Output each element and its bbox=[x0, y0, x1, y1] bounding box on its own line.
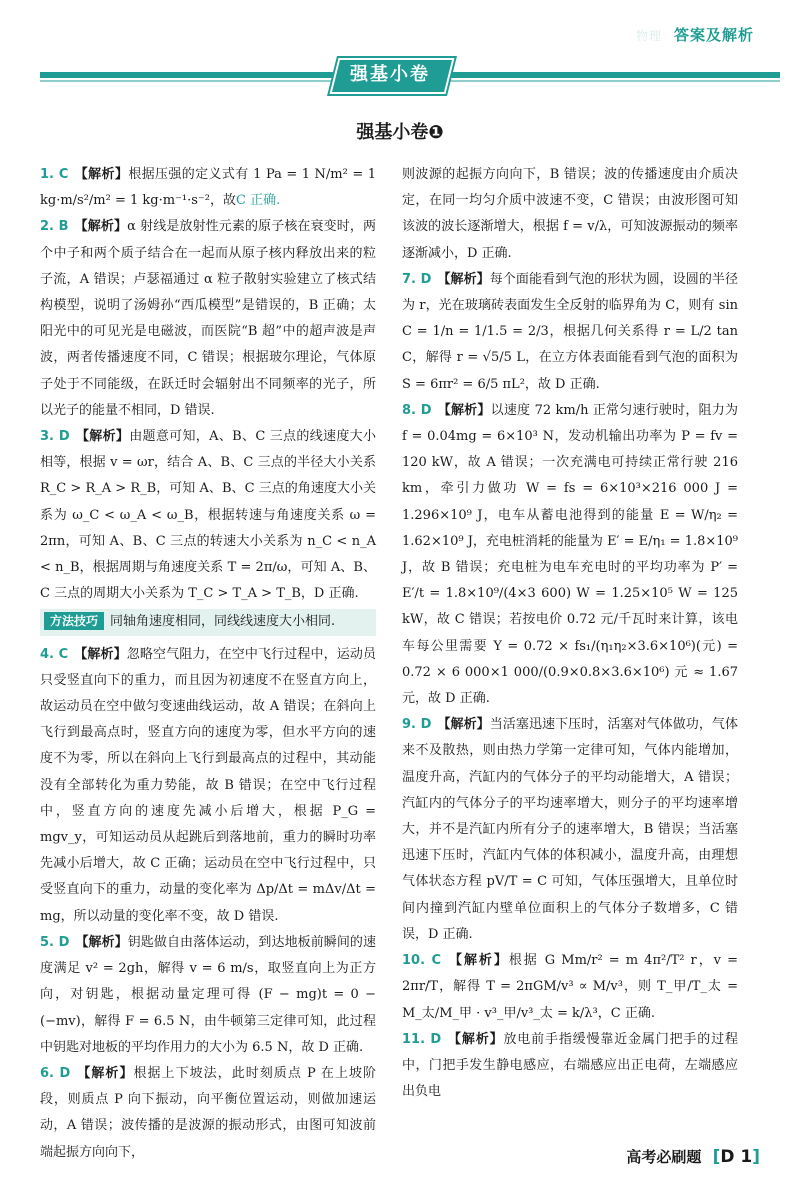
analysis-tag: 【解析】 bbox=[74, 646, 127, 662]
analysis-tag: 【解析】 bbox=[76, 1065, 134, 1081]
analysis-tag: 【解析】 bbox=[437, 402, 491, 418]
doc-title: 强基小卷❶ bbox=[356, 122, 444, 143]
analysis-tag: 【解析】 bbox=[437, 717, 490, 733]
answer-text: 以速度 72 km/h 正常匀速行驶时，阻力为 f = 0.04mg = 6×10³ N，发动机输出功率为 P = fv = 120 kW，故 A 错误；一次充满电可持续正常行驶 216 km，牵引力做功 W = fs = 6×10³×216 000 J = 1.296×10⁹ J，电车从蓄电池得到的能量 E = W/η₂ = 1.62×10⁹ J，充电桩消耗的能量为 E′ = E/η₁ = 1.8×10⁹ J，故 B 错误；充电桩为电车充电时的平均功率为 P′ = E′/t = 1.8×10⁹/(4×3 600) W = 1.25×10⁵ W = 125 kW，故 C 错误；若按电价 0.72 元/千瓦时来计算，该电车每公里需要 Y = 0.72 × fs₁/(η₁η₂×3.6×10⁶)(元) = 0.72 × 6 000×1 000/(0.9×0.8×3.6×10⁶) 元 ≈ 1.67 元，故 D 正确. bbox=[402, 402, 739, 707]
answer-number: 7. D bbox=[402, 271, 432, 287]
answer-text: 忽略空气阻力，在空中飞行过程中，运动员只受竖直向下的重力，而且因为初速度不在竖直方向上，故运动员在空中做匀变速曲线运动，故 A 错误；在斜向上飞行到最高点时，竖直方向的速度为零，但水平方向的速度不为零，所以在斜向上飞行到最高点的过程中，其动能没有全部转化为重力势能，故 B 错误；在空中飞行过程中，竖直方向的速度先减小后增大，根据 P_G = mgv_y，可知运动员从起跳后到落地前，重力的瞬时功率先减小后增大，故 C 正确；运动员在空中飞行过程中，只受竖直向下的重力，动量的变化率为 Δp/Δt = mΔv/Δt = mg，所以动量的变化率不变，故 D 错误. bbox=[40, 646, 376, 924]
answer-text: 钥匙做自由落体运动，到达地板前瞬间的速度满足 v² = 2gh，解得 v = 6 m/s，取竖直向上为正方向，对钥匙，根据动量定理可得 (F − mg)t = 0 − (−mv)，解得 F = 6.5 N，由牛顿第三定律可知，此过程中钥匙对地板的平均作用力的大小为 6.5 N，故 D 正确. bbox=[40, 934, 376, 1055]
method-tip-text: 同轴角速度相同，同线线速度大小相同. bbox=[110, 614, 336, 630]
answer-item bbox=[40, 1061, 376, 1166]
answer-text: 由题意可知，A、B、C 三点的线速度大小相等，根据 v = ωr，结合 A、B、C 三点的半径大小关系 R_C > R_A > R_B，可知 A、B、C 三点的角速度大小关系为 ω_C < ω_A < ω_B，根据转速与角速度关系 ω = 2πn，可知 A、B、C 三点的转速大小关系为 n_C < n_A < n_B，根据周期与角速度关系 T = 2π/ω，可知 A、B、C 三点的周期大小关系为 T_C > T_A > T_B，D 正确. bbox=[40, 429, 376, 602]
answer-number: 2. B bbox=[40, 219, 69, 235]
answer-item bbox=[40, 642, 376, 930]
analysis-tag: 【解析】 bbox=[74, 167, 129, 182]
answer-text: 根据上下坡法，此时刻质点 P 在上坡阶段，则质点 P 向下振动，向平衡位置运动，则做加速运动，A 错误；波传播的是波源的振动形式，由图可知波前端起振方向向下， bbox=[40, 1065, 376, 1160]
analysis-tag: 【解析】 bbox=[447, 953, 509, 969]
answer-number: 5. D bbox=[40, 934, 70, 950]
analysis-tag: 【解析】 bbox=[75, 934, 128, 950]
answer-number: 6. D bbox=[40, 1065, 71, 1081]
analysis-tag: 【解析】 bbox=[437, 271, 490, 287]
answer-text: α 射线是放射性元素的原子核在衰变时，两个中子和两个质子结合在一起而从原子核内释放出来的粒子流，A 错误；卢瑟福通过 α 粒子散射实验建立了核式结构模型，说明了汤姆孙“西瓜模型”是错误的，B 正确；太阳光中的可见光是电磁波，而医院“B 超”中的超声波是声波，两者传播速度不同，C 错误；根据玻尔理论，气体原子处于不同能级，在跃迁时会辐射出不同频率的光子，所以光子的能量不相同，D 错误. bbox=[40, 219, 376, 418]
answer-text: 根据 G Mm/r² = m 4π²/T² r，v = 2πr/T，解得 T = 2πGM/v³ ∝ M/v³，则 T_甲/T_太 = M_太/M_甲 · v³_甲/v³_太 = k/λ³，C 正确. bbox=[402, 953, 738, 1021]
answer-item bbox=[40, 162, 376, 214]
answer-number: 1. C bbox=[40, 167, 69, 182]
analysis-tag: 【解析】 bbox=[447, 1031, 504, 1047]
answer-item bbox=[402, 162, 738, 267]
answer-text: 根据压强的定义式有 1 Pa = 1 N/m² = 1 kg·m/s²/m² = 1 kg·m⁻¹·s⁻²，故 bbox=[40, 167, 376, 209]
answer-text: 放电前手指缓慢靠近金属门把手的过程中，门把手发生静电感应，右端感应出正电荷，左端感应出负电 bbox=[402, 1031, 738, 1100]
answer-item bbox=[402, 1027, 738, 1106]
method-tip-label: 方法技巧 bbox=[44, 612, 104, 630]
subject-label: 物理 bbox=[635, 29, 662, 43]
method-tip bbox=[40, 609, 376, 635]
section-label: 答案及解析 bbox=[673, 26, 754, 44]
page-number: [D 1] bbox=[712, 1147, 760, 1167]
right-column bbox=[402, 162, 738, 1105]
answer-number: 8. D bbox=[402, 402, 432, 418]
answer-number: 3. D bbox=[40, 429, 70, 445]
page-footer bbox=[626, 1146, 760, 1167]
answer-number: 4. C bbox=[40, 646, 69, 662]
analysis-tag: 【解析】 bbox=[75, 429, 130, 445]
footer-label: 高考必刷题 bbox=[626, 1148, 702, 1166]
answer-item bbox=[402, 398, 738, 712]
answer-text: 每个面能看到气泡的形状为圆，设圆的半径为 r，光在玻璃砖表面发生全反射的临界角为 C，则有 sin C = 1/n = 1/1.5 = 2/3，根据几何关系得 r = L/2 tan C，解得 r = √5/5 L，在立方体表面能看到气泡的面积为 S = 6πr² = 6/5 πL²，故 D 正确. bbox=[402, 271, 738, 392]
answer-item bbox=[40, 930, 376, 1061]
answer-number: 9. D bbox=[402, 717, 432, 733]
answer-number: 11. D bbox=[402, 1031, 442, 1047]
answer-number: 10. C bbox=[402, 953, 442, 969]
answer-item bbox=[402, 712, 738, 948]
analysis-tag: 【解析】 bbox=[74, 219, 128, 235]
answer-item bbox=[402, 267, 738, 398]
banner-title: 强基小卷 bbox=[350, 64, 430, 85]
answer-text: 则波源的起振方向向下，B 错误；波的传播速度由介质决定，在同一均匀介质中波速不变，C 错误；由波形图可知该波的波长逐渐增大，根据 f = v/λ，可知波源振动的频率逐渐减小，D 正确. bbox=[402, 167, 738, 261]
answer-item bbox=[40, 424, 376, 607]
answer-highlight: C 正确. bbox=[236, 193, 281, 209]
left-column bbox=[40, 162, 376, 1166]
answer-item bbox=[402, 948, 738, 1027]
answer-text: 当活塞迅速下压时，活塞对气体做功，气体来不及散热，则由热力学第一定律可知，气体内能增加，温度升高，汽缸内的气体分子的平均动能增大，A 错误；汽缸内的气体分子的平均速率增大，则分子的平均速率增大，并不是汽缸内所有分子的速率增大，B 错误；当活塞迅速下压时，汽缸内气体的体积减小，温度升高，由理想气体状态方程 pV/T = C 可知，气体压强增大，且单位时间内撞到汽缸内壁单位面积上的气体分子数增多，C 错误，D 正确. bbox=[402, 717, 738, 942]
answer-item bbox=[40, 214, 376, 424]
section-header bbox=[636, 24, 754, 45]
page-number-text: D 1 bbox=[720, 1147, 753, 1167]
